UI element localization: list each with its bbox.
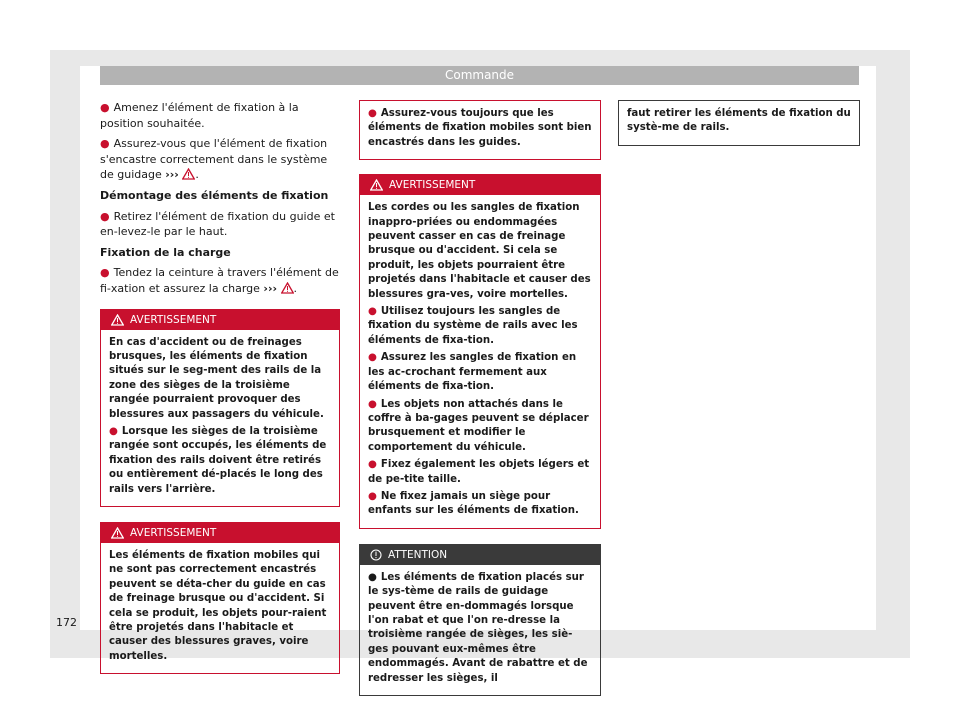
reference-arrow[interactable]: ››› (165, 168, 179, 182)
warning-box (100, 309, 340, 507)
column-3 (618, 100, 860, 146)
attention-box (359, 544, 601, 696)
bullet-icon: ● (368, 306, 377, 318)
subheading: Démontage des éléments de fixation (100, 188, 329, 202)
bullet-icon: ● (109, 425, 118, 437)
page-number: 172 (56, 616, 77, 629)
warning-triangle-icon (111, 314, 124, 326)
bullet-icon: ● (368, 352, 377, 364)
warning-header: AVERTISSEMENT (360, 175, 600, 195)
list-item: ● Les éléments de fixation placés sur le sys-tème de rails de guidage peuvent être en-dommagés lorsque l'on rabat et que l'on re-dresse la troisième rangée de sièges, les siè-ges pouvant eux-mêmes être endommagés. Avant de rabattre et de redresser les sièges, il (368, 571, 588, 684)
bullet-icon: ● (100, 209, 110, 223)
warning-body (360, 101, 600, 159)
list-item: ● Amenez l'élément de fixation à la position souhaitée. (100, 101, 299, 130)
list-item: ● Assurez-vous toujours que les éléments de fixation mobiles sont bien encastrés dans les guides. (368, 108, 592, 148)
bullet-icon: ● (100, 266, 110, 280)
attention-body (360, 565, 600, 695)
warning-triangle-icon (281, 282, 294, 294)
list-item: ● Lorsque les sièges de la troisième rangée sont occupés, les éléments de fixation des rails doivent être retirés ou entièrement dé-placés le long des rails vers l'arrière. (109, 425, 327, 495)
warning-header: AVERTISSEMENT (101, 523, 339, 543)
warning-header: AVERTISSEMENT (101, 310, 339, 330)
list-item: ● Les objets non attachés dans le coffre à ba-gages peuvent se déplacer brusquement et modifier le comportement du véhicule. (368, 398, 589, 453)
list-item: ● Retirez l'élément de fixation du guide et en-levez-le par le haut. (100, 209, 335, 239)
column-2 (359, 100, 601, 696)
bullet-icon: ● (368, 108, 377, 119)
list-item: ● Tendez la ceinture à travers l'élément de fi-xation et assurez la charge ››› . (100, 266, 339, 295)
attention-body: faut retirer les éléments de fixation du systè-me de rails. (627, 108, 851, 134)
warning-box-continued (359, 100, 601, 160)
warning-triangle-icon (182, 168, 195, 180)
bullet-icon: ● (368, 398, 377, 410)
section-header: Commande (100, 66, 859, 85)
list-item: ● Fixez également les objets légers et de pe-tite taille. (368, 459, 590, 485)
warning-body: Les cordes ou les sangles de fixation inappro-priées ou endommagées peuvent casser en cas de freinage brusque ou d'accident. Si cela se produit, les objets pourraient être projetés dans l'habitacle et causer des blessures gra-ves, voire mortelles. ● Utilisez toujours les sangles de fixation du système de rails avec les éléments de fixa-tion. ● Assurez les sangles de fixation en les ac-crochant fermement aux éléments de fixa-tion. ● Les objets non attachés dans le coffre à ba-gages peuvent se déplacer brusquement et modifier le comportement du véhicule. ● Fixez également les objets légers et de pe-tite taille. ● Ne fixez jamais un siège pour enfants sur les éléments de fixation. (360, 195, 600, 528)
bullet-icon: ● (100, 137, 110, 151)
bullet-icon: ● (368, 459, 377, 471)
warning-body: En cas d'accident ou de freinages brusques, les éléments de fixation situés sur le seg-ment des rails de la zone des sièges de la troisième rangée pourraient provoquer des blessures aux passagers du véhicule. ● Lorsque les sièges de la troisième rangée sont occupés, les éléments de fixation des rails doivent être retirés ou entièrement dé-placés le long des rails vers l'arrière. (101, 330, 339, 506)
attention-header: ATTENTION (360, 545, 600, 565)
subheading: Fixation de la charge (100, 245, 231, 259)
reference-arrow[interactable]: ››› (263, 281, 278, 295)
bullet-icon: ● (100, 101, 110, 114)
warning-body: Les éléments de fixation mobiles qui ne sont pas correctement encastrés peuvent se déta-cher du guide en cas de freinage brusque ou d'accident. Si cela se produit, les objets pour-raient être projetés dans l'habitacle et causer des blessures graves, voire mortelles. (109, 550, 327, 662)
list-item: ● Ne fixez jamais un siège pour enfants sur les éléments de fixation. (368, 490, 579, 517)
bullet-icon: ● (368, 571, 377, 583)
info-circle-icon (370, 549, 382, 561)
list-item: ● Assurez-vous que l'élément de fixation s'encastre correctement dans le système de guidage ››› . (100, 137, 328, 182)
list-item: ● Assurez les sangles de fixation en les ac-crochant fermement aux éléments de fixa-tion. (368, 352, 577, 393)
list-item: ● Utilisez toujours les sangles de fixation du système de rails avec les éléments de fixa-tion. (368, 306, 578, 346)
attention-box-continued (618, 100, 860, 146)
column-1 (100, 100, 340, 674)
warning-box (359, 174, 601, 529)
bullet-icon: ● (368, 490, 377, 502)
warning-box (100, 522, 340, 674)
warning-triangle-icon (111, 527, 124, 539)
warning-triangle-icon (370, 179, 383, 191)
